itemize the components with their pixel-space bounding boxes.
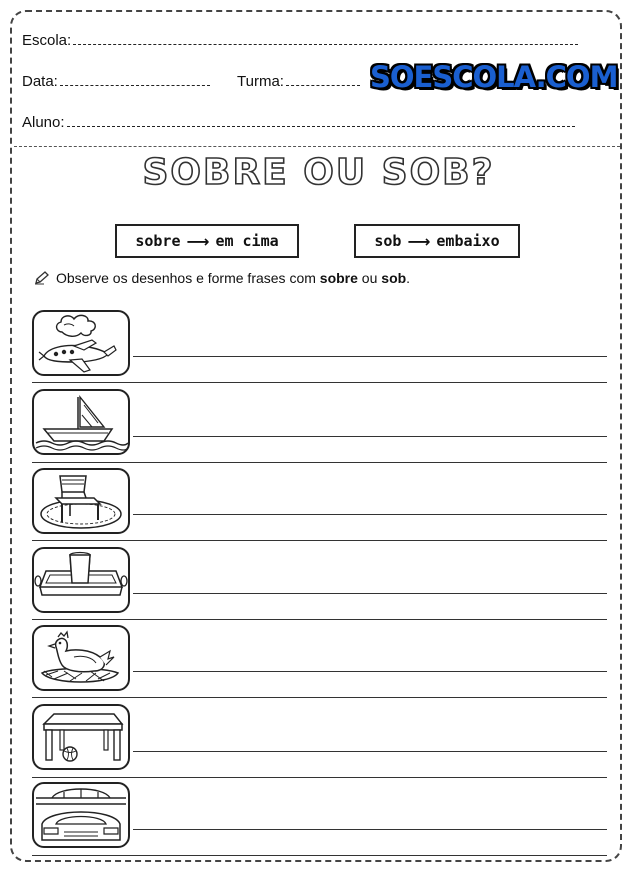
header-separator xyxy=(14,146,620,147)
cup-on-tray-icon xyxy=(34,549,128,611)
ball-under-table-icon xyxy=(34,706,128,768)
escola-label: Escola: xyxy=(22,32,72,49)
airplane-under-cloud-icon xyxy=(34,312,128,374)
turma-label: Turma: xyxy=(237,73,284,90)
data-label: Data: xyxy=(22,73,58,90)
arrow-right-icon: ⟶ xyxy=(186,231,210,251)
answer-line[interactable] xyxy=(32,462,607,463)
definition-word: sob xyxy=(374,232,402,250)
pencil-icon xyxy=(34,271,50,285)
answer-line[interactable] xyxy=(133,436,607,437)
data-line[interactable] xyxy=(60,85,210,86)
answer-line[interactable] xyxy=(133,593,607,594)
definition-word: sobre xyxy=(135,232,181,250)
definition-meaning: em cima xyxy=(215,232,279,250)
exercise-picture-3 xyxy=(32,468,130,534)
definition-box-sob xyxy=(354,224,520,258)
definition-box-sobre xyxy=(115,224,299,258)
definition-meaning: embaixo xyxy=(436,232,500,250)
answer-line[interactable] xyxy=(133,751,607,752)
exercise-picture-5 xyxy=(32,625,130,691)
soescola-logo: SOESCOLA.COM xyxy=(370,60,618,94)
car-under-bridge-icon xyxy=(34,784,128,846)
data-field[interactable] xyxy=(22,73,210,90)
answer-line[interactable] xyxy=(32,697,607,698)
aluno-label: Aluno: xyxy=(22,114,65,131)
escola-line[interactable] xyxy=(73,44,578,45)
answer-line[interactable] xyxy=(32,619,607,620)
exercise-picture-6 xyxy=(32,704,130,770)
turma-field[interactable] xyxy=(237,73,360,90)
exercise-picture-7 xyxy=(32,782,130,848)
answer-line[interactable] xyxy=(32,855,607,856)
exercise-picture-2 xyxy=(32,389,130,455)
aluno-line[interactable] xyxy=(67,126,575,127)
escola-field[interactable] xyxy=(22,32,578,49)
answer-line[interactable] xyxy=(133,514,607,515)
answer-line[interactable] xyxy=(133,671,607,672)
instruction-text: Observe os desenhos e forme frases com sobre ou sob. xyxy=(56,270,411,286)
chair-on-rug-icon xyxy=(34,470,128,532)
answer-line[interactable] xyxy=(32,382,607,383)
exercise-picture-1 xyxy=(32,310,130,376)
answer-line[interactable] xyxy=(32,777,607,778)
sailboat-on-water-icon xyxy=(34,391,128,453)
turma-line[interactable] xyxy=(286,85,360,86)
answer-line[interactable] xyxy=(133,829,607,830)
arrow-right-icon: ⟶ xyxy=(407,231,431,251)
exercise-picture-4 xyxy=(32,547,130,613)
page-title: SOBRE OU SOB? xyxy=(142,152,495,193)
aluno-field[interactable] xyxy=(22,114,575,131)
hen-on-nest-icon xyxy=(34,627,128,689)
instruction xyxy=(34,270,410,286)
answer-line[interactable] xyxy=(133,356,607,357)
answer-line[interactable] xyxy=(32,540,607,541)
